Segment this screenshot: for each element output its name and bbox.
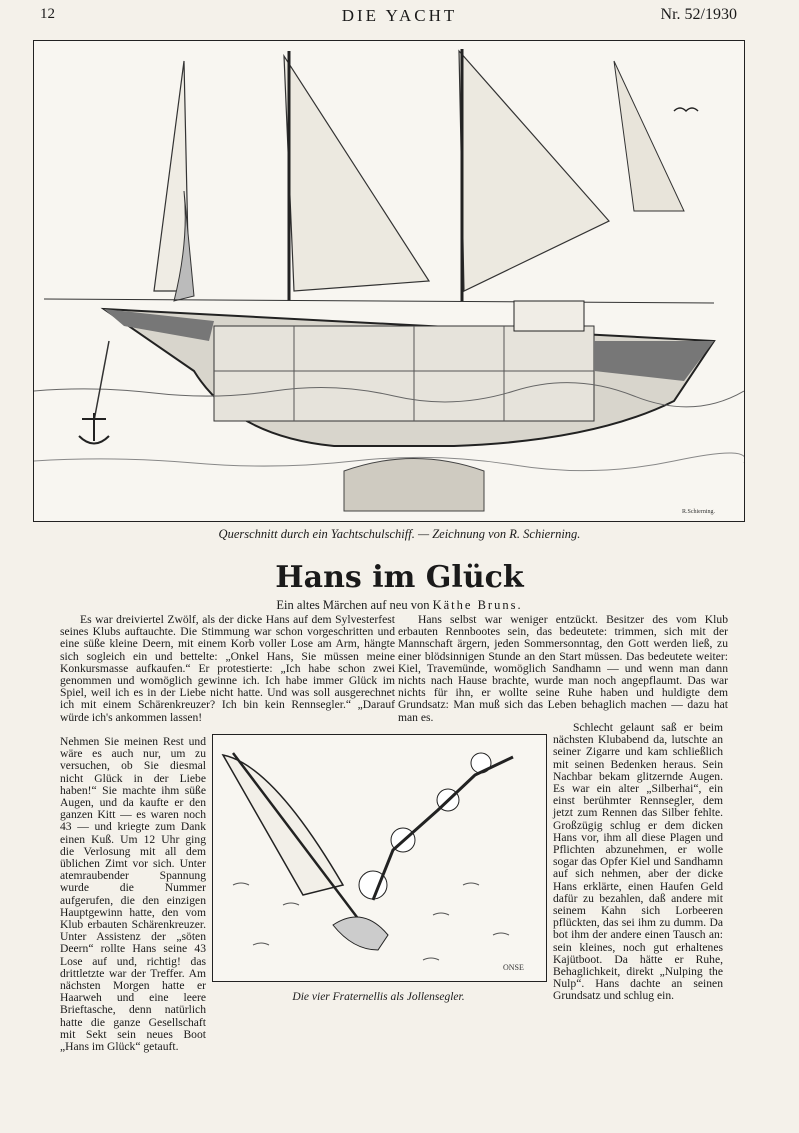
- top-figure-caption: Querschnitt durch ein Yachtschulschiff. — Zeichnung von R. Schierning.: [218, 527, 581, 541]
- bottom-figure-caption: Die vier Fraternellis als Jollensegler.: [292, 991, 465, 1003]
- issue-number: Nr. 52/1930: [660, 6, 737, 23]
- cartoon-signature: ONSE: [503, 963, 524, 972]
- subtitle-author: Käthe Bruns.: [432, 598, 523, 612]
- dinghy-sailors-illustration: [212, 734, 547, 982]
- article-paragraph-right-top: Hans selbst war weniger entzückt. Besitzer des vom Klub erbauten Rennbootes sein, das bedeutete: trimmen, sich mit der Mannschaft ärgern, jeden Sommersonntag, den Gott werden ließ, zu einer blödsinnigen Stunde an den Start müssen. Das bedeutete weiter: Kiel, Travemünde, womöglich Sandhamn — und wenn man dann nichts nach Hause brachte, wurde man noch angepflaumt. Das war nichts für ihn, er wollte seine Ruhe haben und huldigte dem Grundsatz: Man muß sich das Leben behaglich machen — dazu hat man es.: [398, 613, 728, 724]
- article-paragraph-left-top: Es war dreiviertel Zwölf, als der dicke Hans auf dem Sylvesterfest seines Klubs auftauchte. Die Stimmung war schon vorgeschritten und eine süße kleine Deern, mit einem Korb voller Lose am Arm, hängte sich sogleich ein und bettelte: „Onkel Hans, Sie müssen meine Konkursmasse aufkaufen.“ Er protestierte: „Ich habe schon zwei genommen und womöglich gewinne ich. Ich habe immer Glück im Spiel, weil ich es in der Liebe nicht hatte. Und was soll ausgerechnet ich mit einem Schärenkreuzer? Ich bin kein Rennsegler.“ „Darauf würde ich's ankommen lassen!: [60, 613, 395, 724]
- article-subtitle: [0, 598, 799, 613]
- ship-cross-section-illustration: [33, 40, 745, 522]
- article-title: Hans im Glück: [275, 560, 524, 595]
- running-head: [0, 6, 799, 36]
- subtitle-prefix: Ein altes Märchen auf neu von: [276, 598, 433, 612]
- illustrator-signature: R.Schierning.: [682, 509, 715, 515]
- page-number: 12: [40, 6, 55, 22]
- article-paragraph-left-narrow: Nehmen Sie meinen Rest und wäre es auch nur, um zu versuchen, ob Sie diesmal nicht Glück in der Liebe haben!“ Sie machte ihm süße Augen, und da kaufte er den ganzen Kitt — es waren noch 43 — und kriegte zum Dank einen Kuß. Um 12 Uhr ging die Verlosung mit all dem üblichen Zimt vor sich. Unter atemraubender Spannung wurde die Nummer aufgerufen, die den einzigen Hauptgewinn hatte, den vom Klub erbauten Schärenkreuzer. Unter Assistenz der „söten Deern“ rollte Hans seine 43 Lose auf und, richtig! das drittletzte war der Treffer. Am nächsten Morgen hatte er Haarweh und eine leere Brieftasche, denn natürlich hatte die ganze Gesellschaft mit Sekt sein neues Boot „Hans im Glück“ getauft.: [60, 735, 206, 1054]
- journal-title: DIE YACHT: [341, 6, 458, 25]
- article-paragraph-right-narrow: Schlecht gelaunt saß er beim nächsten Klubabend da, lutschte an seiner Zigarre und kam schließlich mit seinen Bedenken heraus. Sein Nachbar bekam glitzernde Augen. Es war ein alter „Silberhai“, ein einst berühmter Rennsegler, dem jetzt zum Rennen das Silber fehlte. Großzügig schlug er dem dicken Hans vor, ihm all diese Plagen und Pflichten abzunehmen, er wolle sogar das Opfer Kiel und Sandhamn auf sich nehmen, aber der dicke Hans erklärte, einen Haufen Geld dafür zu bezahlen, daß andere mit seinem Kahn sich Lorbeeren pflückten, das sei ihm zu dumm. Da bot ihm der andere einen Tausch an: sein kleines, noch gut erhaltenes Kajütboot. Da hätte er Ruhe, Behaglichkeit, direkt „Nulping the Nulp“. Hans dachte an seinen Grundsatz und schlug ein.: [553, 721, 723, 1003]
